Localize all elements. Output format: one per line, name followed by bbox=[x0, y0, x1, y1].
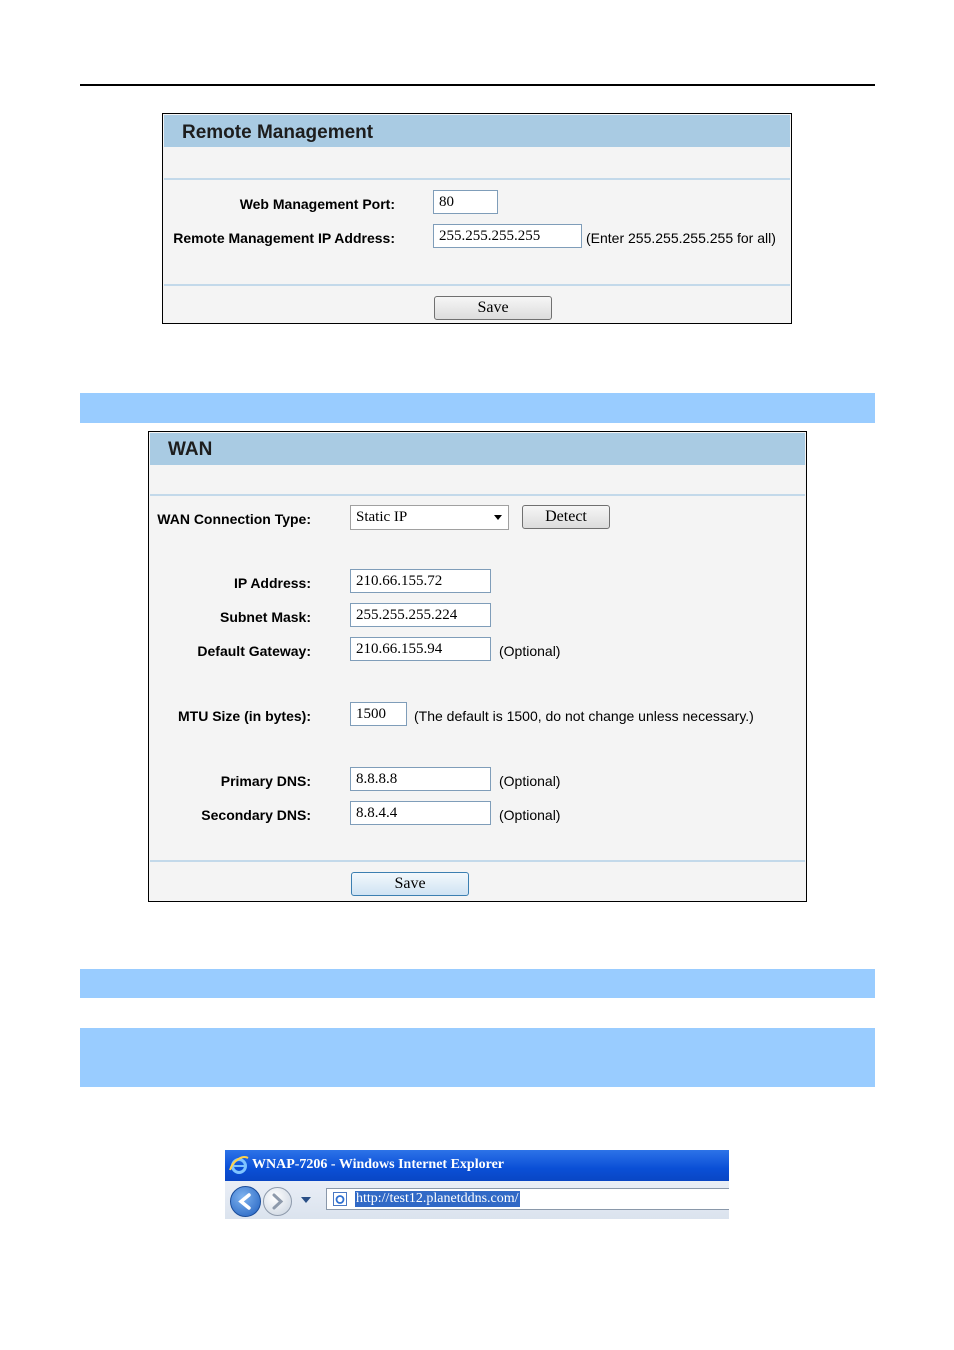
highlight-bar bbox=[80, 969, 875, 998]
default-gateway-input[interactable]: 210.66.155.94 bbox=[350, 637, 491, 661]
primary-dns-label: Primary DNS: bbox=[220, 773, 311, 789]
panel-title: WAN bbox=[168, 439, 213, 460]
highlight-bar bbox=[80, 393, 875, 423]
internet-explorer-icon bbox=[229, 1155, 249, 1175]
mtu-size-note: (The default is 1500, do not change unless necessary.) bbox=[414, 708, 754, 724]
web-management-port-input[interactable]: 80 bbox=[433, 190, 498, 214]
mtu-size-label: MTU Size (in bytes): bbox=[177, 708, 311, 724]
remote-ip-note: (Enter 255.255.255.255 for all) bbox=[586, 230, 776, 246]
primary-dns-note: (Optional) bbox=[499, 773, 561, 789]
wan-panel bbox=[148, 431, 807, 902]
panel-title: Remote Management bbox=[182, 122, 374, 143]
selected-option: Static IP bbox=[356, 509, 408, 525]
recent-pages-dropdown[interactable] bbox=[301, 1197, 311, 1203]
wan-connection-type-select[interactable] bbox=[350, 505, 509, 530]
detect-button[interactable]: Detect bbox=[522, 505, 610, 529]
default-gateway-note: (Optional) bbox=[499, 643, 561, 659]
forward-button[interactable] bbox=[263, 1187, 292, 1216]
primary-dns-input[interactable]: 8.8.8.8 bbox=[350, 767, 491, 791]
remote-management-panel bbox=[162, 113, 792, 324]
browser-title-bar bbox=[225, 1150, 729, 1181]
mtu-size-input[interactable]: 1500 bbox=[350, 702, 407, 726]
forward-arrow-icon bbox=[264, 1188, 291, 1215]
wan-save-button[interactable]: Save bbox=[351, 872, 469, 896]
address-url[interactable]: http://test12.planetddns.com/ bbox=[356, 1191, 519, 1206]
ip-address-input[interactable]: 210.66.155.72 bbox=[350, 569, 491, 593]
header-separator bbox=[164, 178, 790, 180]
remote-ip-input[interactable]: 255.255.255.255 bbox=[433, 224, 582, 248]
ip-address-label: IP Address: bbox=[233, 575, 311, 591]
wan-connection-type-label: WAN Connection Type: bbox=[157, 511, 311, 527]
browser-navigation-bar bbox=[225, 1181, 729, 1219]
secondary-dns-note: (Optional) bbox=[499, 807, 561, 823]
footer-separator bbox=[150, 860, 805, 862]
remote-save-button[interactable]: Save bbox=[434, 296, 552, 320]
secondary-dns-label: Secondary DNS: bbox=[201, 807, 311, 823]
chevron-down-icon bbox=[494, 515, 502, 520]
subnet-mask-label: Subnet Mask: bbox=[219, 609, 311, 625]
header-separator bbox=[150, 494, 805, 496]
back-button[interactable] bbox=[230, 1186, 261, 1217]
secondary-dns-input[interactable]: 8.8.4.4 bbox=[350, 801, 491, 825]
web-management-port-label: Web Management Port: bbox=[239, 196, 395, 212]
browser-window-title: WNAP-7206 - Windows Internet Explorer bbox=[252, 1157, 504, 1172]
remote-ip-label: Remote Management IP Address: bbox=[173, 230, 395, 246]
subnet-mask-input[interactable]: 255.255.255.224 bbox=[350, 603, 491, 627]
back-arrow-icon bbox=[231, 1187, 260, 1216]
panel-header bbox=[150, 433, 805, 465]
address-bar[interactable] bbox=[326, 1188, 729, 1210]
highlight-bar bbox=[80, 1028, 875, 1087]
default-gateway-label: Default Gateway: bbox=[197, 643, 311, 659]
footer-separator bbox=[164, 284, 790, 286]
page-icon bbox=[332, 1191, 348, 1207]
page-top-rule bbox=[80, 84, 875, 86]
